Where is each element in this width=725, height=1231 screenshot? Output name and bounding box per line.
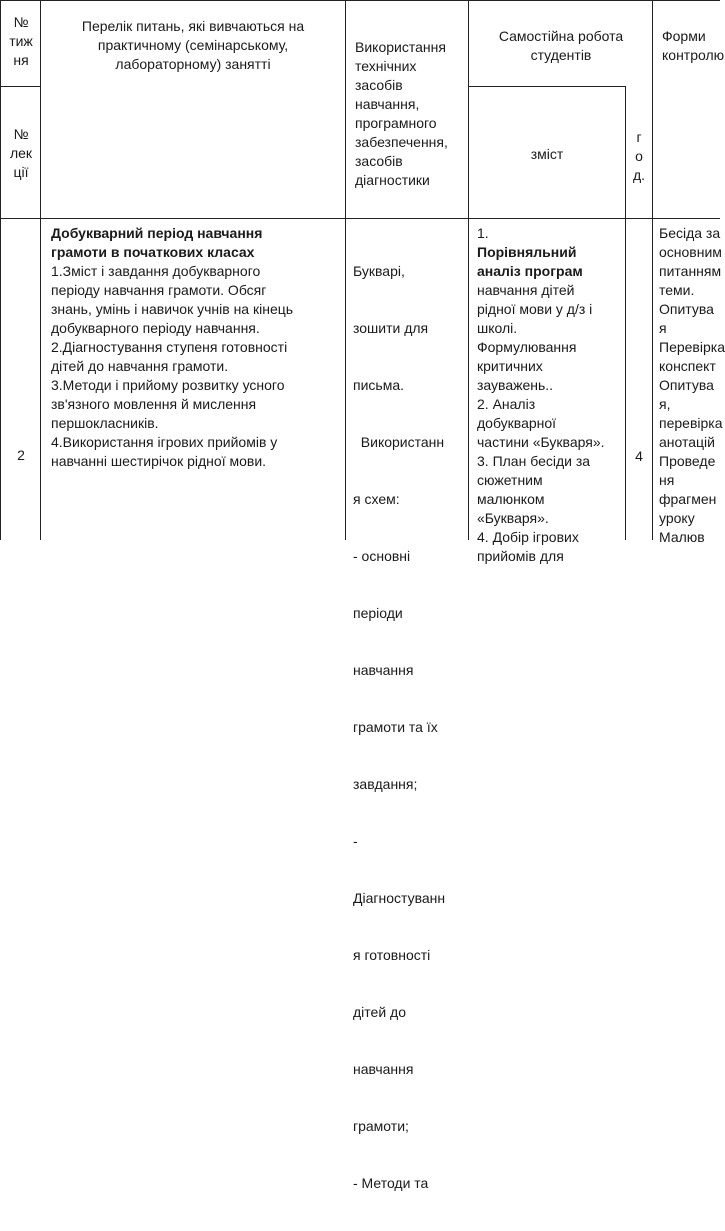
table-top-border: [0, 0, 720, 1]
col-divider-1: [40, 0, 41, 540]
tools-cell: Букварі, зошити для письма. Використанн я схем: - основні періоди навчання грамоти та їх завдання; - Діагностуванн я готовності дітей до навчання грамоти; - Методи та: [353, 263, 446, 1191]
col-divider-5: [652, 0, 653, 540]
hours-subheader: г о д.: [632, 129, 646, 183]
lecture-number-header: № лек ції: [9, 126, 33, 180]
col-divider-3: [468, 0, 469, 540]
self-work-header: Самостійна робота студентів: [498, 28, 624, 63]
col-divider-2: [345, 0, 346, 540]
header-bottom-border: [0, 218, 720, 219]
self-work-subheader-divider: [468, 86, 625, 87]
table-left-border: [0, 0, 1, 540]
hours-value: 4: [635, 448, 643, 464]
week-number-header: № тиж ня: [9, 14, 33, 68]
control-cell: Бесіда за основним питанням теми. Опитува я Перевірка конспект Опитува я, перевірка анотацій Проведе ня фрагмен уроку Малюв: [659, 225, 725, 545]
control-header: Форми контролю: [662, 28, 725, 63]
topics-cell: Добукварний період навчання грамоти в початкових класах 1.Зміст і завдання добукварного періоду навчання грамоти. Обсяг знань, умінь і навичок учнів на кінець добукварного періоду навчання. 2.Діагностування ступеня готовності дітей до навчання грамоти. 3.Методи і прийому розвитку усного зв'язного мовлення й мислення першокласників. 4.Використання ігрових прийомів у навчанні шестирічок рідної мови.: [51, 225, 294, 469]
content-subheader: зміст: [530, 146, 564, 162]
content-cell: 1. Порівняльний аналіз програм навчання дітей рідної мови у д/з і школі. Формулювання критичних зауважень.. 2. Аналіз добукварної частини «Букваря». 3. План бесіди за сюжетним малюнком «Букваря». 4. Добір ігрових прийомів для: [477, 225, 605, 564]
tools-header: Використання технічних засобів навчання, програмного забезпечення, засобів діагностики: [355, 39, 448, 188]
lecture-number-value: 2: [17, 447, 25, 463]
week-lecture-divider: [0, 86, 40, 87]
topics-header: Перелік питань, які вивчаються на практичному (семінарському, лабораторному) занятті: [81, 18, 305, 72]
